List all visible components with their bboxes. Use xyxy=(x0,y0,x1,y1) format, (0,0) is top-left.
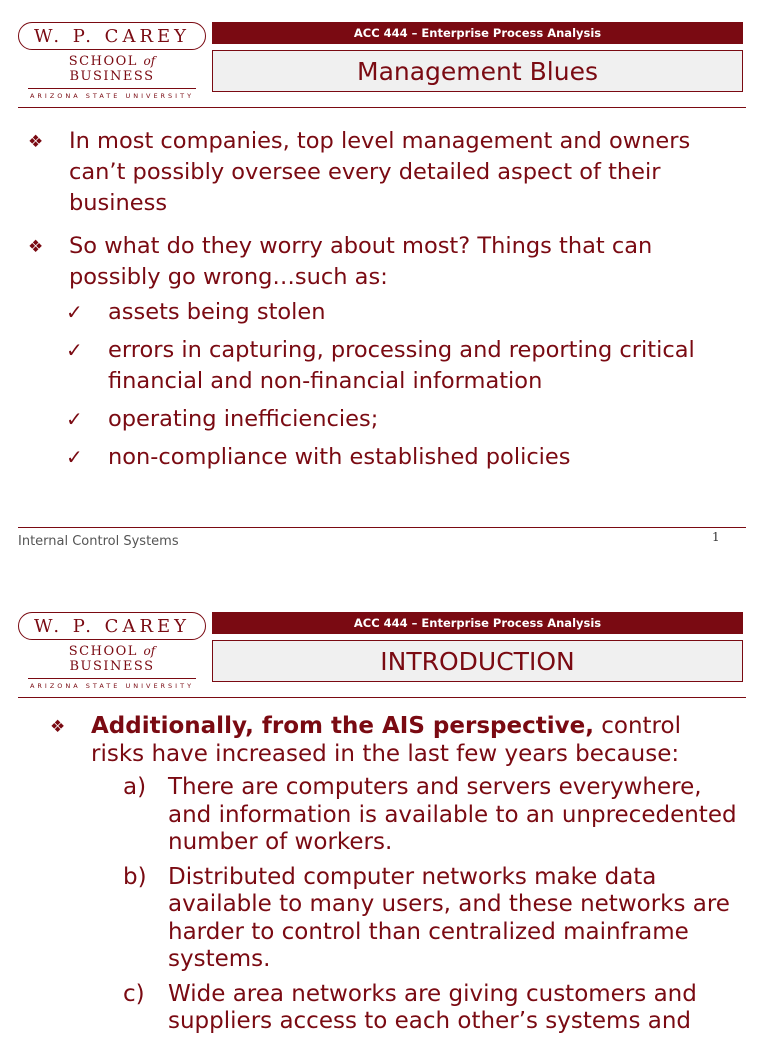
check-text: errors in capturing, processing and reporting critical financial and non-financial information xyxy=(108,337,695,394)
list-text: There are computers and servers everywhere, and information is available to an unprecedented number of workers. xyxy=(168,774,737,855)
bullet-continuation: risks have increased in the last few years because: xyxy=(91,741,680,767)
list-letter: a) xyxy=(123,774,147,800)
diamond-bullet-icon: ❖ xyxy=(28,237,44,257)
wp-carey-logo xyxy=(18,612,206,690)
logo-school xyxy=(28,644,196,679)
check-list xyxy=(28,297,728,473)
logo-school xyxy=(28,54,196,89)
bullet-text: In most companies, top level management and owners can’t possibly oversee every detailed aspect of their business xyxy=(69,128,691,216)
check-text: non-compliance with established policies xyxy=(108,444,571,470)
footer-label: Internal Control Systems xyxy=(18,534,179,549)
wp-carey-logo xyxy=(18,22,206,100)
logo-university: ARIZONA STATE UNIVERSITY xyxy=(29,682,195,690)
slide-content xyxy=(50,712,740,1043)
page-number: 1 xyxy=(712,530,720,544)
check-text: assets being stolen xyxy=(108,299,326,325)
check-text: operating inefficiencies; xyxy=(108,406,379,432)
lettered-list xyxy=(50,774,740,1036)
list-item xyxy=(50,774,740,857)
diamond-bullet-icon: ❖ xyxy=(28,132,44,152)
bullet-item xyxy=(28,231,728,293)
slide-title: Management Blues xyxy=(212,50,743,92)
list-item xyxy=(50,864,740,974)
check-item xyxy=(28,335,728,397)
logo-school-pre: SCHOOL xyxy=(68,54,144,69)
bullet-item xyxy=(50,712,740,740)
logo-school-pre: SCHOOL xyxy=(68,644,144,659)
header-divider xyxy=(18,107,746,108)
logo-university: ARIZONA STATE UNIVERSITY xyxy=(29,92,195,100)
logo-school-post: BUSINESS xyxy=(69,69,155,84)
check-item xyxy=(28,297,728,328)
check-item xyxy=(28,404,728,435)
check-mark-icon: ✓ xyxy=(66,407,83,431)
slide-content xyxy=(28,126,728,480)
list-letter: c) xyxy=(123,980,145,1007)
list-text: Distributed computer networks make data available to many users, and these networks are harder to control than centralized mainframe systems. xyxy=(168,863,730,972)
check-mark-icon: ✓ xyxy=(66,338,83,362)
course-banner: ACC 444 – Enterprise Process Analysis xyxy=(212,22,743,44)
bullet-text: So what do they worry about most? Things that can possibly go wrong…such as: xyxy=(69,233,653,290)
footer-divider xyxy=(18,527,746,528)
logo-school-of: of xyxy=(143,644,156,658)
bullet-bold-text: Additionally, from the AIS perspective, xyxy=(91,713,594,739)
check-mark-icon: ✓ xyxy=(66,300,83,324)
logo-name: W. P. CAREY xyxy=(18,612,206,640)
logo-school-post: BUSINESS xyxy=(69,659,155,674)
list-item xyxy=(50,981,740,1036)
slide-title: INTRODUCTION xyxy=(212,640,743,682)
check-mark-icon: ✓ xyxy=(66,445,83,469)
logo-school-of: of xyxy=(143,54,156,68)
list-letter: b) xyxy=(123,863,147,890)
list-text: Wide area networks are giving customers and suppliers access to each other’s systems and xyxy=(168,980,697,1034)
slide-2 xyxy=(0,590,768,1034)
header-divider xyxy=(18,697,746,698)
check-item xyxy=(28,442,728,473)
course-banner: ACC 444 – Enterprise Process Analysis xyxy=(212,612,743,634)
diamond-bullet-icon: ❖ xyxy=(50,717,66,737)
logo-name: W. P. CAREY xyxy=(18,22,206,50)
bullet-item xyxy=(28,126,728,219)
bullet-text: control xyxy=(593,713,681,739)
